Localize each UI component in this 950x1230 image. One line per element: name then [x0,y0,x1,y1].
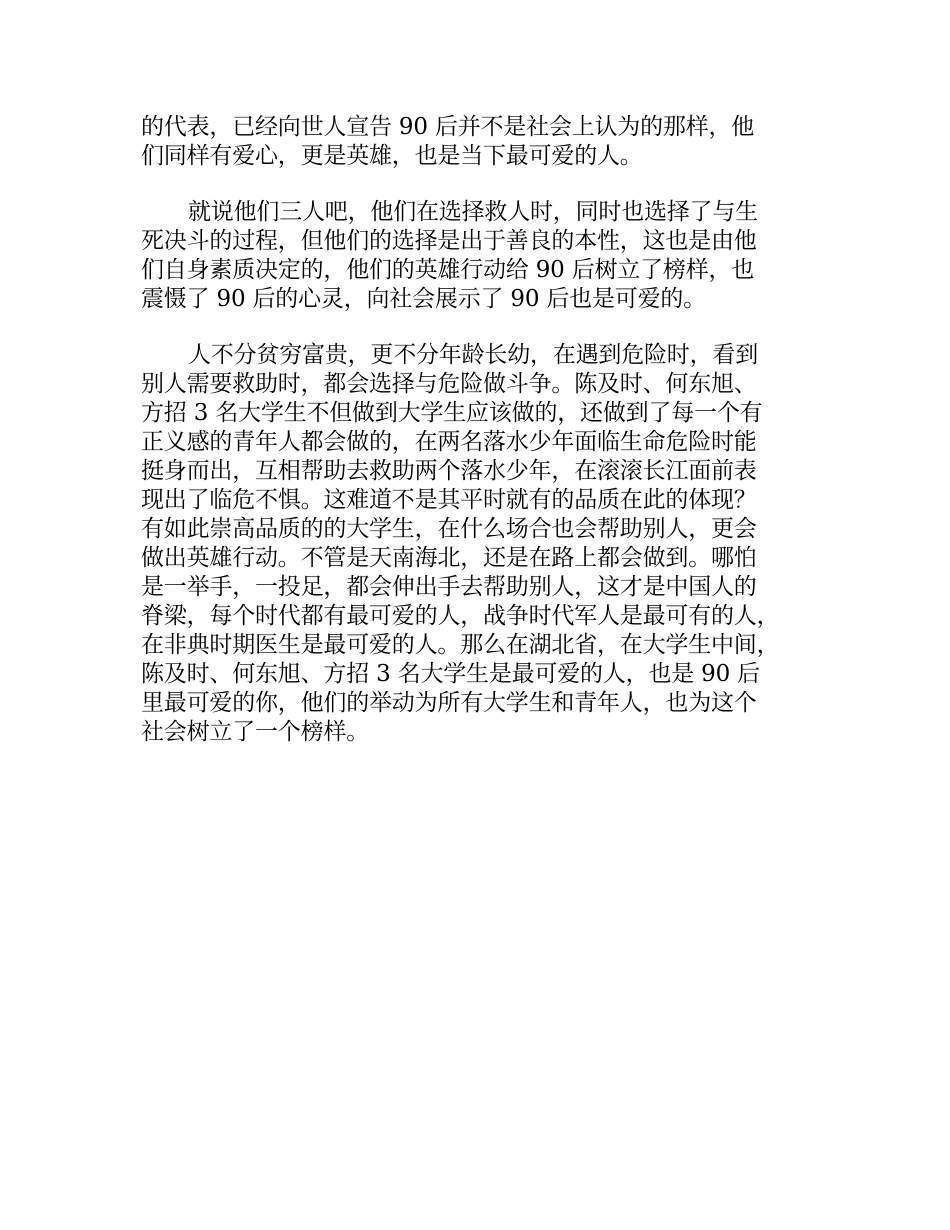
paragraph-line: 里最可爱的你，他们的举动为所有大学生和青年人，也为这个 [141,690,757,716]
paragraph-line: 方招 3 名大学生不但做到大学生应该做的，还做到了每一个有 [141,400,763,426]
paragraph-line: 别人需要救助时，都会选择与危险做斗争。陈及时、何东旭、 [141,371,757,397]
paragraph-line: 震慑了 90 后的心灵，向社会展示了 90 后也是可爱的。 [141,286,706,312]
paragraph-line: 做出英雄行动。不管是天南海北，还是在路上都会做到。哪怕 [141,545,757,571]
paragraph-line: 正义感的青年人都会做的，在两名落水少年面临生命危险时能 [141,429,757,455]
paragraph-line: 有如此崇高品质的的大学生，在什么场合也会帮助别人，更会 [141,516,757,542]
paragraph-line: 死决斗的过程，但他们的选择是出于善良的本性，这也是由他 [141,228,757,254]
paragraph-line: 们自身素质决定的，他们的英雄行动给 90 后树立了榜样，也 [141,257,755,283]
paragraph-3 [141,341,821,747]
paragraph-line: 人不分贫穷富贵，更不分年龄长幼，在遇到危险时，看到 [188,342,759,368]
paragraph-line: 脊梁，每个时代都有最可爱的人，战争时代军人是最可有的人， [141,603,780,629]
document-body [141,113,821,774]
paragraph-line: 是一举手，一投足，都会伸出手去帮助别人，这才是中国人的 [141,574,757,600]
paragraph-line: 社会树立了一个榜样。 [141,719,370,745]
paragraph-line: 们同样有爱心，更是英雄，也是当下最可爱的人。 [141,143,643,169]
paragraph-line: 陈及时、何东旭、方招 3 名大学生是最可爱的人，也是 90 后 [141,661,760,687]
paragraph-line: 现出了临危不惧。这难道不是其平时就有的品质在此的体现？ [141,487,757,513]
paragraph-line: 挺身而出，互相帮助去救助两个落水少年，在滚滚长江面前表 [141,458,757,484]
paragraph-2 [141,198,821,314]
paragraph-line: 就说他们三人吧，他们在选择救人时，同时也选择了与生 [188,199,759,225]
paragraph-line: 的代表，已经向世人宣告 90 后并不是社会上认为的那样，他 [141,114,755,140]
paragraph-1 [141,113,821,171]
paragraph-line: 在非典时期医生是最可爱的人。那么在湖北省，在大学生中间， [141,632,780,658]
